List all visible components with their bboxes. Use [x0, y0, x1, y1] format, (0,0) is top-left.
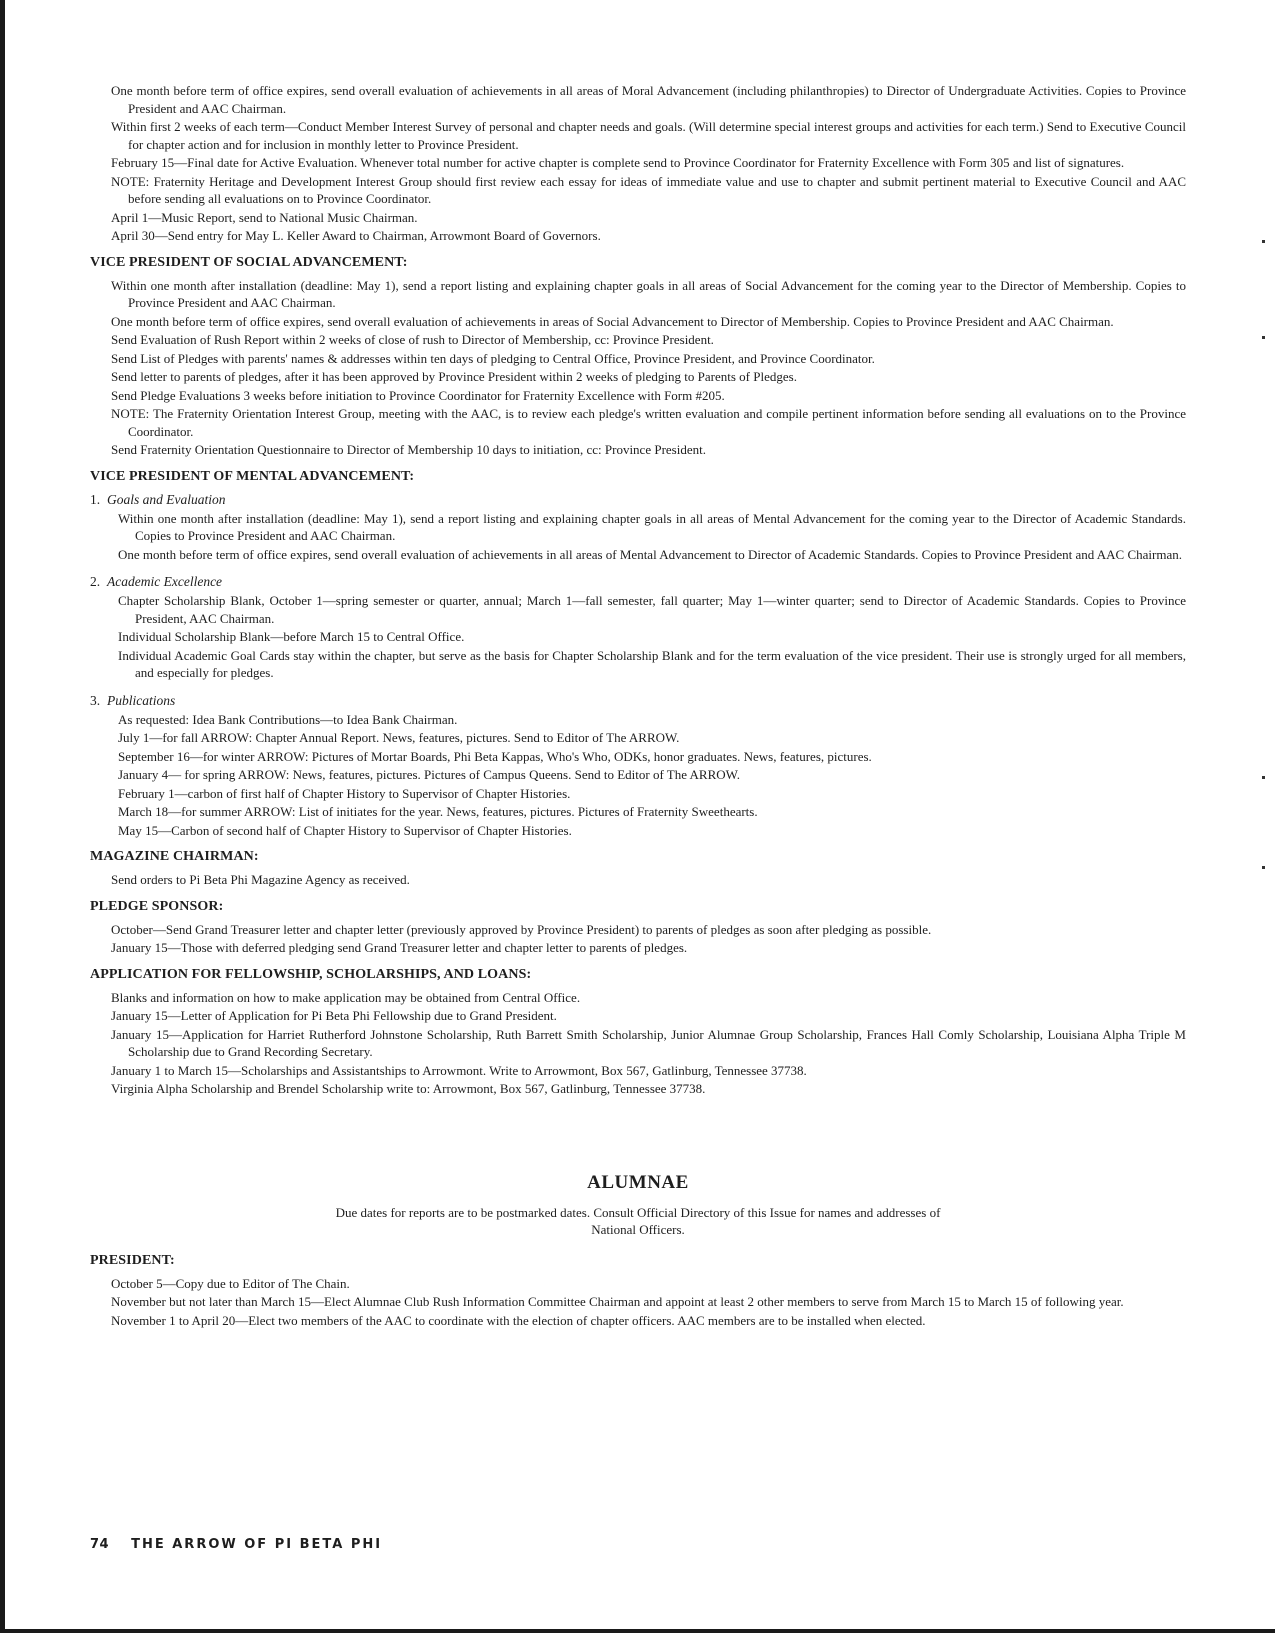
- paragraph: Within one month after installation (deadline: May 1), send a report listing and explaining chapter goals in all areas of Social Advancement for the coming year to the Director of Membership. Copies to Province President and AAC Chairman.: [111, 277, 1186, 310]
- paragraph: October—Send Grand Treasurer letter and chapter letter (previously approved by Province President) to parents of pledges as soon after pledging as possible.: [111, 921, 932, 937]
- scan-edge-left: [0, 0, 5, 1633]
- paragraph: NOTE: Fraternity Heritage and Development Interest Group should first review each essay for ideas of immediate value and use to chapter and submit pertinent material to Executive Council and AAC before sending all evaluations on to Province Coordinator.: [111, 173, 1186, 206]
- pledge-section: [90, 899, 1186, 957]
- document-page: [90, 82, 1186, 1330]
- section-heading: PRESIDENT:: [90, 1252, 175, 1268]
- paragraph: Send Evaluation of Rush Report within 2 weeks of close of rush to Director of Membership, cc: Province President.: [111, 332, 714, 347]
- paragraph: Individual Scholarship Blank—before March 15 to Central Office.: [118, 629, 465, 644]
- paragraph: April 30—Send entry for May L. Keller Award to Chairman, Arrowmont Board of Governors.: [111, 228, 601, 243]
- magazine-section: [90, 849, 1186, 889]
- page-number: 74: [90, 1537, 110, 1552]
- scan-edge-bottom: [0, 1629, 1275, 1633]
- scan-mark: [1262, 336, 1265, 339]
- paragraph: March 18—for summer ARROW: List of initiates for the year. News, features, pictures. Pictures of Fraternity Sweethearts.: [118, 804, 758, 819]
- alumnae-section: [90, 1172, 1186, 1330]
- paragraph: NOTE: The Fraternity Orientation Interest Group, meeting with the AAC, is to review each pledge's written evaluation and compile pertinent information before sending all evaluations on to the Province Coordinator.: [111, 406, 1186, 439]
- paragraph: Blanks and information on how to make application may be obtained from Central Office.: [111, 989, 581, 1005]
- paragraph: Within one month after installation (deadline: May 1), send a report listing and explaining chapter goals in all areas of Mental Advancement for the coming year to the Director of Academic Standards. Copies to Province President and AAC Chairman.: [118, 510, 1186, 543]
- item-body: [90, 592, 1186, 682]
- paragraph: Send Pledge Evaluations 3 weeks before initiation to Province Coordinator for Fraternity Excellence with Form #205.: [111, 387, 725, 403]
- fellowship-section: [90, 967, 1186, 1098]
- paragraph: January 4— for spring ARROW: News, features, pictures. Pictures of Campus Queens. Send to Editor of The ARROW.: [118, 767, 740, 782]
- paragraph: May 15—Carbon of second half of Chapter History to Supervisor of Chapter Histories.: [118, 822, 572, 838]
- paragraph: One month before term of office expires, send overall evaluation of achievements in areas of Social Advancement to Director of Membership. Copies to Province President and AAC Chairman.: [111, 313, 1114, 329]
- scan-mark: [1262, 240, 1265, 243]
- numbered-item-title: [90, 491, 1186, 509]
- section-heading: APPLICATION FOR FELLOWSHIP, SCHOLARSHIPS, AND LOANS:: [90, 966, 532, 982]
- paragraph: January 1 to March 15—Scholarships and Assistantships to Arrowmont. Write to Arrowmont, Box 567, Gatlinburg, Tennessee 37738.: [111, 1062, 807, 1078]
- paragraph: January 15—Those with deferred pledging send Grand Treasurer letter and chapter letter to parents of pledges.: [111, 940, 688, 955]
- item-title: Publications: [107, 692, 176, 708]
- paragraph: October 5—Copy due to Editor of The Chain.: [111, 1275, 350, 1291]
- alumnae-note: Due dates for reports are to be postmarked dates. Consult Official Directory of this Issue for names and addresses of National Officers.: [335, 1204, 941, 1237]
- paragraph: Virginia Alpha Scholarship and Brendel Scholarship write to: Arrowmont, Box 567, Gatlinburg, Tennessee 37738.: [111, 1081, 706, 1096]
- section-heading: MAGAZINE CHAIRMAN:: [90, 849, 259, 864]
- social-section: [90, 255, 1186, 459]
- paragraph: July 1—for fall ARROW: Chapter Annual Report. News, features, pictures. Send to Editor of The ARROW.: [118, 730, 680, 745]
- paragraph: Send letter to parents of pledges, after it has been approved by Province President within 2 weeks of pledging to Parents of Pledges.: [111, 369, 797, 384]
- paragraph: November 1 to April 20—Elect two members of the AAC to coordinate with the election of chapter officers. AAC members are to be installed when elected.: [111, 1312, 926, 1328]
- paragraph: Send Fraternity Orientation Questionnaire to Director of Membership 10 days to initiation, cc: Province President.: [111, 442, 706, 457]
- paragraph: Individual Academic Goal Cards stay within the chapter, but serve as the basis for Chapter Scholarship Blank and for the term evaluation of the vice president. Their use is strongly urged for all members, and especially for pledges.: [118, 647, 1186, 680]
- paragraph: Send orders to Pi Beta Phi Magazine Agency as received.: [111, 872, 410, 887]
- paragraph: Send List of Pledges with parents' names & addresses within ten days of pledging to Central Office, Province President, and Province Coordinator.: [111, 350, 875, 366]
- section-heading: VICE PRESIDENT OF MENTAL ADVANCEMENT:: [90, 468, 415, 484]
- item-number: 2.: [90, 574, 101, 589]
- paragraph: As requested: Idea Bank Contributions—to Idea Bank Chairman.: [118, 711, 458, 727]
- mental-section: [90, 469, 1186, 840]
- numbered-item-title: [90, 692, 1186, 710]
- section-heading: PLEDGE SPONSOR:: [90, 898, 224, 914]
- numbered-item-title: [90, 573, 1186, 591]
- paragraph: February 1—carbon of first half of Chapter History to Supervisor of Chapter Histories.: [118, 785, 571, 801]
- item-body: [90, 510, 1186, 564]
- item-number: 3.: [90, 692, 101, 708]
- paragraph: January 15—Application for Harriet Rutherford Johnstone Scholarship, Ruth Barrett Smith Scholarship, Junior Alumnae Group Scholarship, Frances Hall Comly Scholarship, Louisiana Alpha Triple M Scholarship due to Grand Recording Secretary.: [111, 1026, 1186, 1059]
- item-number: 1.: [90, 491, 101, 507]
- paragraph: September 16—for winter ARROW: Pictures of Mortar Boards, Phi Beta Kappas, Who's Who, ODKs, honor graduates. News, features, pictures.: [118, 748, 872, 764]
- item-body: [90, 711, 1186, 840]
- paragraph: January 15—Letter of Application for Pi Beta Phi Fellowship due to Grand President.: [111, 1008, 557, 1023]
- paragraph: Chapter Scholarship Blank, October 1—spring semester or quarter, annual; March 1—fall semester, fall quarter; May 1—winter quarter; send to Director of Academic Standards. Copies to Province President, AAC Chairman.: [118, 593, 1186, 626]
- paragraph: Within first 2 weeks of each term—Conduct Member Interest Survey of personal and chapter needs and goals. (Will determine special interest groups and activities for each term.) Send to Executive Council for chapter action and for inclusion in monthly letter to Province President.: [111, 119, 1186, 152]
- page-footer: [90, 1537, 382, 1552]
- paragraph: April 1—Music Report, send to National Music Chairman.: [111, 209, 418, 225]
- paragraph: November but not later than March 15—Elect Alumnae Club Rush Information Committee Chairman and appoint at least 2 other members to serve from March 15 to March 15 of following year.: [111, 1294, 1124, 1309]
- publication-title: THE ARROW OF PI BETA PHI: [131, 1537, 383, 1552]
- alumnae-title: ALUMNAE: [587, 1171, 689, 1193]
- item-title: Academic Excellence: [107, 574, 223, 589]
- scan-mark: [1262, 866, 1265, 869]
- paragraph: One month before term of office expires, send overall evaluation of achievements in all areas of Moral Advancement (including philanthropies) to Director of Undergraduate Activities. Copies to Province President and AAC Chairman.: [111, 83, 1186, 116]
- section-heading: VICE PRESIDENT OF SOCIAL ADVANCEMENT:: [90, 254, 408, 270]
- item-title: Goals and Evaluation: [107, 491, 226, 507]
- paragraph: February 15—Final date for Active Evaluation. Whenever total number for active chapter is complete send to Province Coordinator for Fraternity Excellence with Form 305 and list of signatures.: [111, 155, 1125, 170]
- top-section: [90, 82, 1186, 245]
- paragraph: One month before term of office expires, send overall evaluation of achievements in all areas of Mental Advancement to Director of Academic Standards. Copies to Province President and AAC Chairman.: [118, 546, 1182, 562]
- scan-mark: [1262, 776, 1265, 779]
